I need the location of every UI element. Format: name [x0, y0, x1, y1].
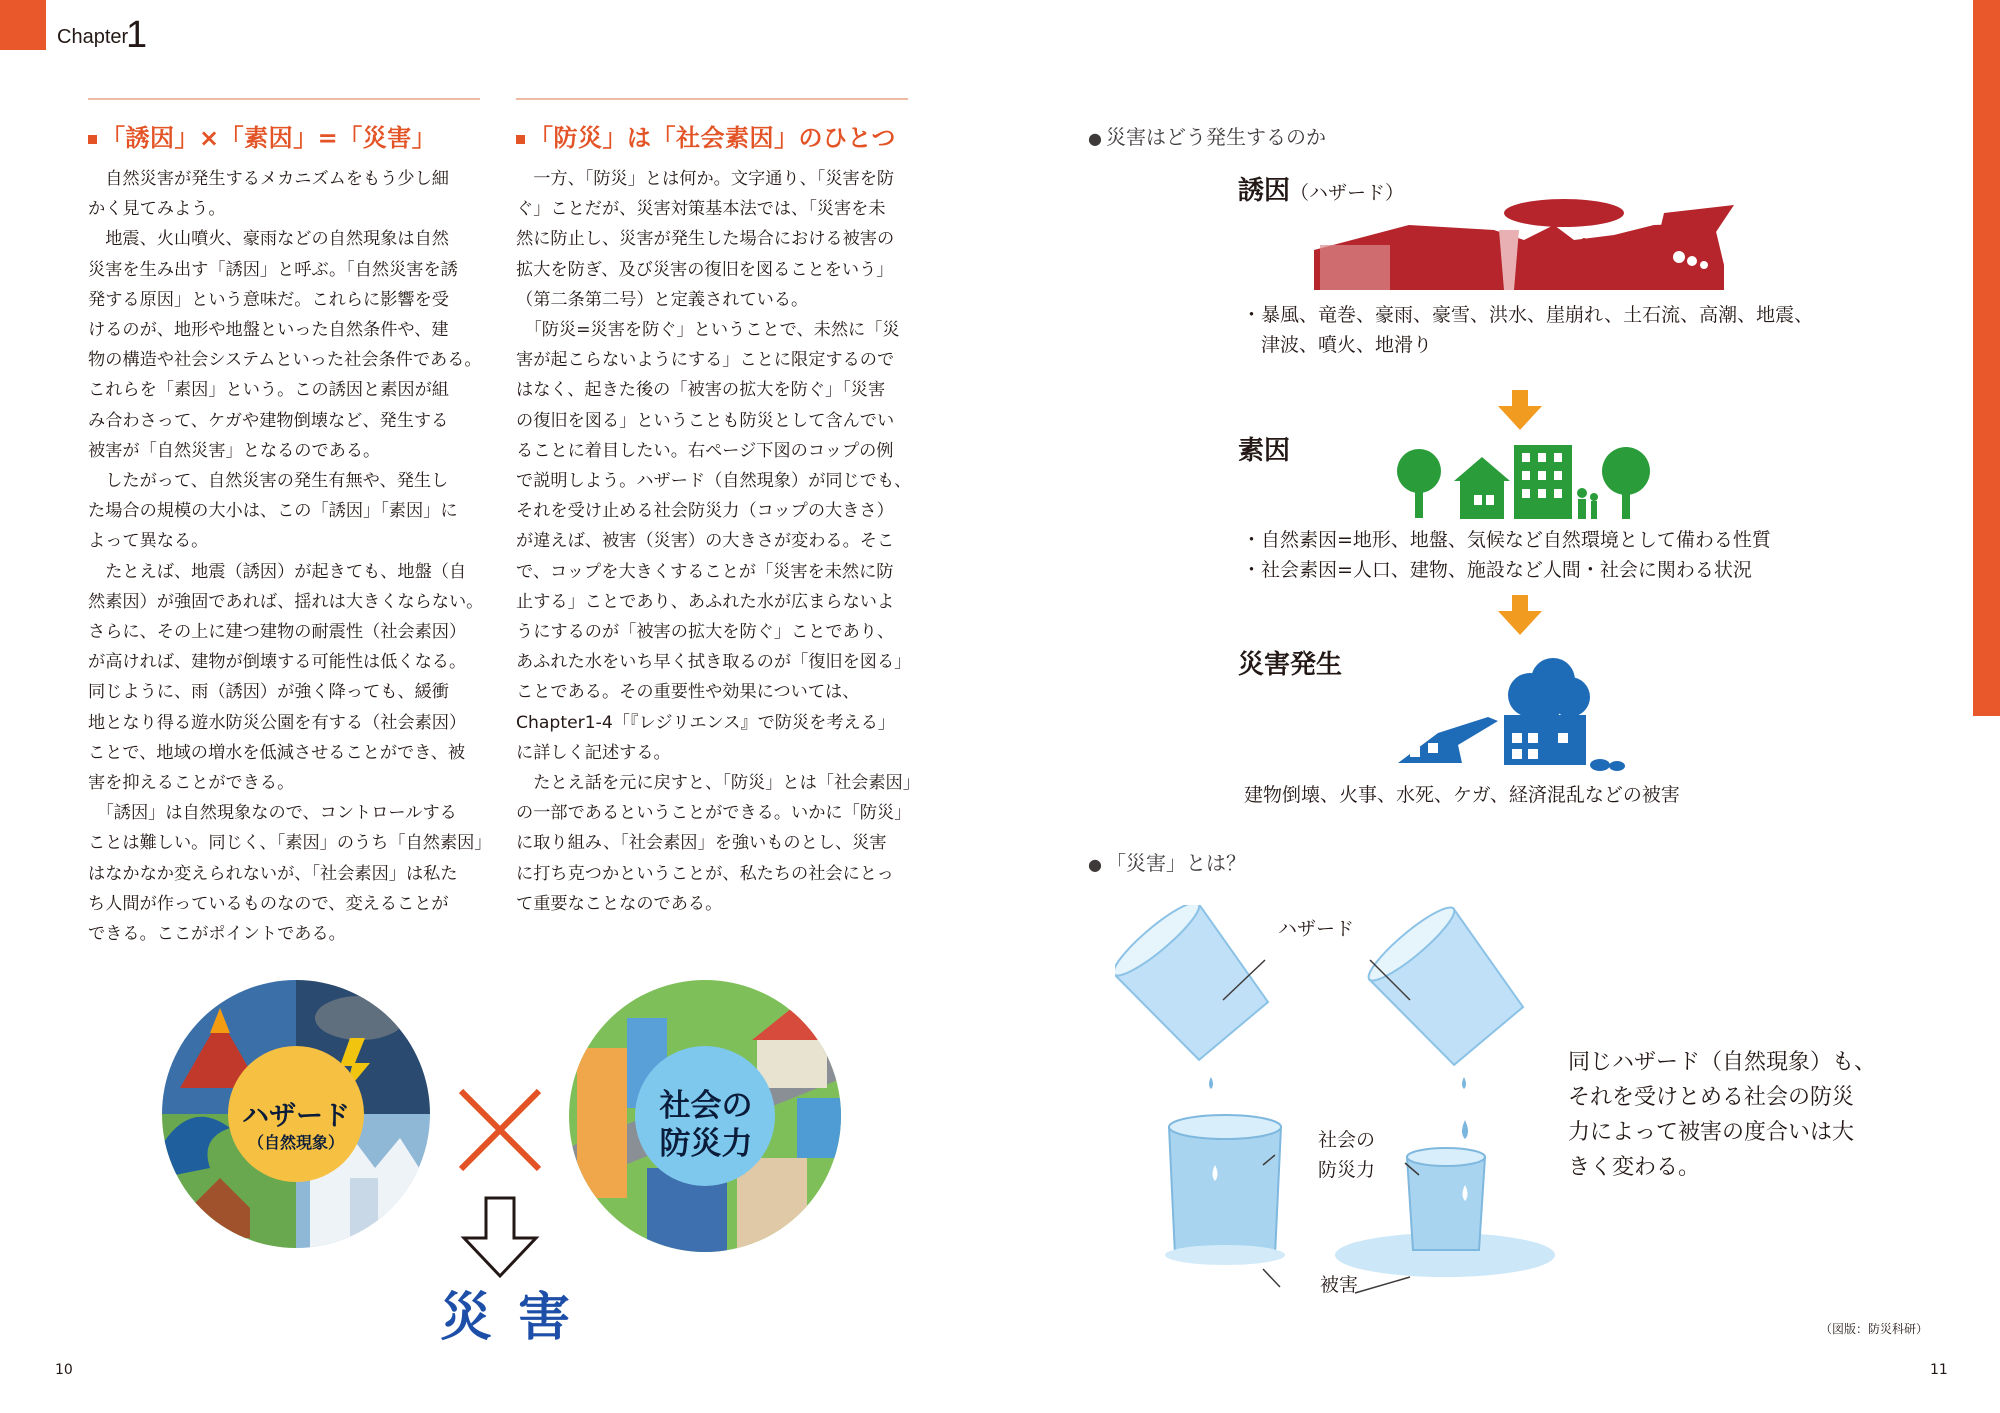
society-title-line1: 社会の — [659, 1088, 753, 1124]
body-line: ことである。その重要性や効果については、 — [516, 682, 860, 703]
hazard-subtitle: （自然現象） — [247, 1133, 344, 1152]
factor-description — [1242, 526, 1771, 585]
body-line: が違えば、被害（災害）の大きさが変わる。そこ — [516, 531, 895, 552]
left-body-text — [88, 164, 492, 949]
body-line: けるのが、地形や地盤といった自然条件や、建 — [88, 320, 449, 341]
flow-title — [1088, 121, 1326, 150]
body-line: さらに、その上に建つ建物の耐震性（社会素因） — [88, 622, 467, 643]
body-line: 「防災=災害を防ぐ」ということで、未然に「災 — [516, 320, 900, 341]
middle-body-text — [516, 164, 926, 919]
body-line: 被害が「自然災害」となるのである。 — [88, 440, 381, 461]
body-line: が高ければ、建物が倒壊する可能性は低くなる。 — [88, 652, 467, 673]
body-line: 然素因）が強固であれば、揺れは大きくならない。 — [88, 591, 484, 612]
body-line: で説明しよう。ハザード（自然現象）が同じでも、 — [516, 471, 912, 492]
body-line: 害が起こらないようにする」ことに限定するので — [516, 350, 895, 371]
left-heading-rule — [88, 98, 480, 100]
body-line: に打ち克つかということが、私たちの社会にとっ — [516, 863, 894, 884]
body-line: 止する」ことであり、あふれた水が広まらないよ — [516, 591, 895, 612]
body-line: 発する原因」という意味だ。これらに影響を受 — [88, 289, 449, 310]
body-line: ち人間が作っているものなので、変えることが — [88, 893, 449, 914]
disaster-label: 災害発生 — [1238, 650, 1343, 680]
body-line: み合わさって、ケガや建物倒壊など、発生する — [88, 410, 449, 431]
heading-bullet — [516, 135, 525, 144]
body-line: の一部であるということができる。いかに「防災」 — [516, 803, 912, 824]
figure-credit: （図版：防災科研） — [1820, 1322, 1929, 1336]
flow-title-text: 災害はどう発生するのか — [1105, 125, 1326, 149]
down-arrow-icon — [460, 1196, 540, 1280]
cause-label-sub: （ハザード） — [1290, 182, 1405, 204]
body-line: の復旧を図る」ということも防災として含んでい — [516, 410, 895, 431]
body-line: で、コップを大きくすることが「災害を未然に防 — [516, 561, 894, 582]
body-line: て重要なことなのである。 — [516, 893, 723, 914]
left-heading — [88, 118, 436, 153]
cups-illustration — [1115, 905, 1595, 1305]
body-line: 然に防止し、災害が発生した場合における被害の — [516, 229, 895, 250]
cups-title-text: 「災害」とは？ — [1105, 851, 1246, 875]
body-line: 拡大を防ぎ、及び災害の復旧を図ることをいう」 — [516, 259, 894, 280]
disaster-description — [1244, 781, 1680, 811]
left-heading-text: 「誘因」×「素因」=「災害」 — [101, 124, 437, 152]
middle-heading — [516, 118, 896, 153]
body-line: たとえ話を元に戻すと、「防災」とは「社会素因」 — [516, 773, 920, 794]
body-line: 害を抑えることができる。 — [88, 773, 295, 794]
disaster-desc-line: 建物倒壊、火事、水死、ケガ、経済混乱などの被害 — [1244, 784, 1680, 806]
cups-note-line: 同じハザード（自然現象）も、 — [1568, 1050, 1877, 1075]
body-line: はなかなか変えられないが、「社会素因」は私た — [88, 863, 458, 884]
hazard-title: ハザード — [242, 1101, 350, 1132]
body-line: かく見てみよう。 — [88, 199, 226, 220]
hazard-illustration — [1314, 195, 1734, 290]
flow-arrow-icon — [1498, 595, 1542, 635]
body-line: （第二条第二号）と定義されている。 — [516, 289, 809, 310]
body-line: これらを「素因」という。この誘因と素因が組 — [88, 380, 449, 401]
body-line: ことで、地域の増水を低減させることができ、被 — [88, 742, 466, 763]
cause-desc-line: 津波、噴火、地滑り — [1242, 333, 1433, 356]
cups-note-line: きく変わる。 — [1568, 1155, 1701, 1180]
middle-heading-text: 「防災」は「社会素因」のひとつ — [529, 124, 897, 152]
body-line: ことは難しい。同じく、「素因」のうち「自然素因」 — [88, 833, 492, 854]
chapter-tab — [0, 0, 46, 50]
body-line: ることに着目したい。右ページ下図のコップの例 — [516, 440, 894, 461]
society-title-line2: 防災力 — [659, 1126, 753, 1162]
body-line: に取り組み、「社会素因」を強いものとし、災害 — [516, 833, 887, 854]
right-edge-tab — [1973, 0, 2000, 716]
cause-label-text: 誘因 — [1238, 176, 1291, 206]
cups-capacity-label-1: 社会の — [1318, 1129, 1376, 1151]
body-line: た場合の規模の大小は、この「誘因」「素因」に — [88, 501, 458, 522]
flow-arrow-icon — [1498, 390, 1542, 430]
result-disaster: 災 害 — [440, 1288, 575, 1348]
middle-heading-rule — [516, 98, 908, 100]
body-line: うにするのが「被害の拡大を防ぐ」ことであり、 — [516, 622, 895, 643]
body-line: したがって、自然災害の発生有無や、発生し — [88, 471, 449, 492]
body-line: 物の構造や社会システムといった社会条件である。 — [88, 350, 482, 371]
cups-capacity-label-2: 防災力 — [1318, 1159, 1376, 1181]
cups-note — [1568, 1045, 1876, 1185]
chapter-label: Chapter — [57, 26, 129, 48]
cups-note-line: 力によって被害の度合いは大 — [1568, 1120, 1855, 1145]
multiply-icon — [455, 1085, 545, 1175]
body-line: 一方、「防災」とは何か。文字通り、「災害を防 — [516, 169, 895, 189]
body-line: それを受け止める社会防災力（コップの大きさ） — [516, 501, 894, 522]
cups-title — [1088, 847, 1246, 876]
factor-desc-line: ・自然素因=地形、地盤、気候など自然環境として備わる性質 — [1242, 529, 1771, 551]
heading-bullet — [88, 135, 97, 144]
cups-hazard-label: ハザード — [1278, 918, 1355, 940]
body-line: 地となり得る遊水防災公園を有する（社会素因） — [88, 712, 467, 733]
body-line: Chapter1-4「『レジリエンス』で防災を考える」 — [516, 712, 896, 733]
body-line: に詳しく記述する。 — [516, 742, 671, 763]
cause-desc-line: ・暴風、竜巻、豪雨、豪雪、洪水、崖崩れ、土石流、高潮、地震、 — [1242, 304, 1814, 326]
cause-description — [1242, 301, 1813, 360]
body-line: 災害を生み出す「誘因」と呼ぶ。「自然災害を誘 — [88, 259, 458, 280]
factor-illustration — [1394, 443, 1656, 521]
body-line: できる。ここがポイントである。 — [88, 924, 346, 945]
bullet-dot-icon: ● — [1088, 129, 1102, 148]
factor-label: 素因 — [1238, 436, 1291, 466]
bullet-dot-icon: ● — [1088, 855, 1102, 874]
body-line: 地震、火山噴火、豪雨などの自然現象は自然 — [88, 229, 449, 250]
disaster-illustration — [1398, 655, 1628, 773]
page-number-right: 11 — [1930, 1362, 1948, 1378]
page-number-left: 10 — [55, 1362, 73, 1378]
body-line: あふれた水をいち早く拭き取るのが「復旧を図る」 — [516, 652, 912, 673]
chapter-number: 1 — [126, 14, 148, 56]
cups-note-line: それを受けとめる社会の防災 — [1568, 1085, 1855, 1110]
body-line: 同じように、雨（誘因）が強く降っても、緩衝 — [88, 682, 449, 703]
body-line: たとえば、地震（誘因）が起きても、地盤（自 — [88, 561, 467, 582]
factor-desc-line: ・社会素因=人口、建物、施設など人間・社会に関わる状況 — [1242, 558, 1752, 581]
body-line: ぐ」ことだが、災害対策基本法では、「災害を未 — [516, 199, 886, 220]
body-line: 「誘因」は自然現象なので、コントロールする — [88, 803, 457, 824]
body-line: 自然災害が発生するメカニズムをもう少し細 — [88, 169, 449, 189]
cups-damage-label: 被害 — [1320, 1274, 1359, 1296]
body-line: よって異なる。 — [88, 531, 209, 552]
body-line: はなく、起きた後の「被害の拡大を防ぐ」「災害 — [516, 380, 886, 401]
